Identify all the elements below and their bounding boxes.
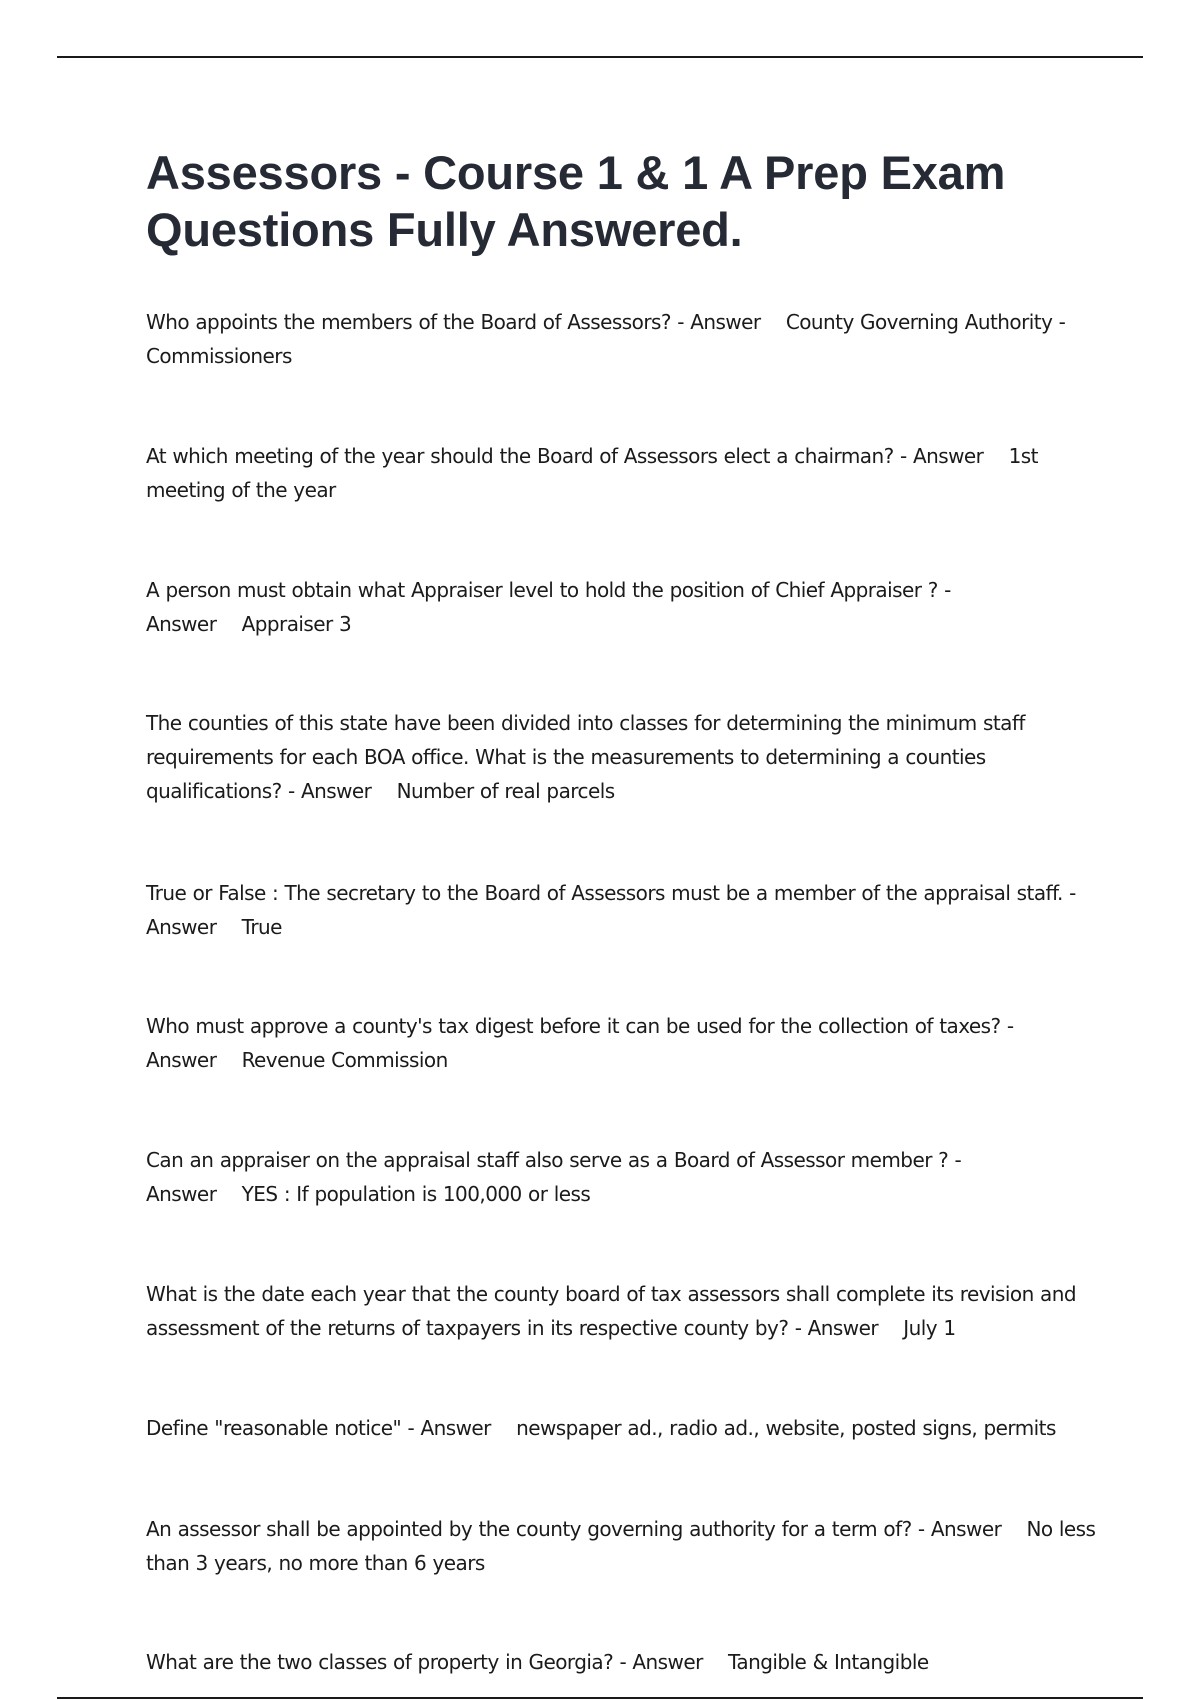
answer-text: Tangible & Intangible (728, 1650, 929, 1674)
question-text: Who appoints the members of the Board of Assessors? - Answer (146, 310, 761, 334)
qa-item (146, 876, 1096, 944)
question-text: Define "reasonable notice" - Answer (146, 1416, 491, 1440)
question-text: True or False : The secretary to the Board of Assessors must be a member of the appraisal staff. - Answer (146, 881, 1076, 939)
answer-text: County Governing Authority - Commissioners (146, 310, 1066, 368)
answer-text: newspaper ad., radio ad., website, posted signs, permits (516, 1416, 1056, 1440)
question-text: Can an appraiser on the appraisal staff also serve as a Board of Assessor member ? - Answer (146, 1148, 962, 1206)
qa-item (146, 305, 1096, 373)
answer-text: YES : If population is 100,000 or less (241, 1182, 591, 1206)
question-text: An assessor shall be appointed by the county governing authority for a term of? - Answer (146, 1517, 1002, 1541)
bottom-rule (57, 1697, 1143, 1699)
question-text: What are the two classes of property in Georgia? - Answer (146, 1650, 703, 1674)
answer-text: Appraiser 3 (241, 612, 352, 636)
qa-item (146, 706, 1096, 808)
question-text: Who must approve a county's tax digest before it can be used for the collection of taxes? - Answer (146, 1014, 1014, 1072)
qa-item (146, 1009, 1096, 1077)
question-text: What is the date each year that the county board of tax assessors shall complete its revision and assessment of the returns of taxpayers in its respective county by? - Answer (146, 1282, 1077, 1340)
qa-item (146, 573, 1096, 641)
answer-text: 1st meeting of the year (146, 444, 1038, 502)
question-text: A person must obtain what Appraiser level to hold the position of Chief Appraiser ? - Answer (146, 578, 951, 636)
qa-item (146, 1512, 1096, 1580)
answer-text: July 1 (903, 1316, 956, 1340)
answer-text: No less than 3 years, no more than 6 years (146, 1517, 1096, 1575)
qa-item (146, 439, 1096, 507)
question-text: At which meeting of the year should the Board of Assessors elect a chairman? - Answer (146, 444, 984, 468)
qa-item (146, 1277, 1096, 1345)
answer-text: Revenue Commission (241, 1048, 448, 1072)
answer-text: Number of real parcels (396, 779, 615, 803)
answer-text: True (241, 915, 282, 939)
qa-item (146, 1143, 1096, 1211)
top-rule (57, 56, 1143, 58)
question-text: The counties of this state have been divided into classes for determining the minimum staff requirements for each BOA office. What is the measurements to determining a counties qualifications? - Answer (146, 711, 1025, 803)
document-title: Assessors - Course 1 & 1 A Prep Exam Questions Fully Answered. (146, 146, 1006, 256)
qa-item (146, 1411, 1096, 1445)
qa-item (146, 1645, 1096, 1679)
